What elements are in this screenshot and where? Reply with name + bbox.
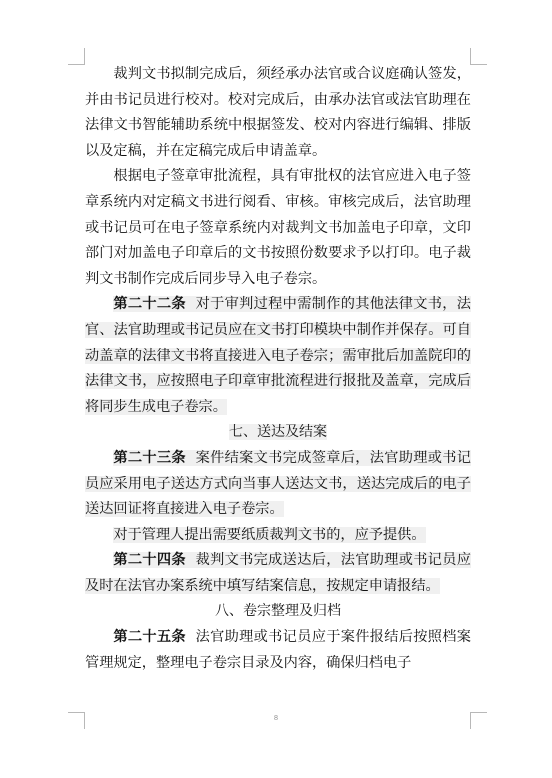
paragraph-1 [85,62,471,164]
article-number: 第二十四条 [113,552,186,569]
paragraph-text: 对于管理人提出需要纸质裁判文书的，应予提供。 [113,526,426,543]
section-heading-text: 八、卷宗整理及归档 [215,603,341,620]
article-24 [85,548,471,599]
section-heading-text: 七、送达及结案 [229,424,327,441]
page-number: 8 [273,714,279,722]
crop-mark-top-right [470,48,487,65]
section-heading-7 [85,420,471,446]
article-number: 第二十五条 [113,629,186,646]
paragraph-text: 根据电子签章审批流程，具有审批权的法官应进入电子签章系统内对定稿文书进行阅看、审核。审核完成后，法官助理或书记员可在电子签章系统内对裁判文书加盖电子印章，文印部门对加盖电子印章后的文书按照份数要求予以打印。电子裁判文书制作完成后同步导入电子卷宗。 [85,168,471,287]
article-text: 案件结案文书完成签章后，法官助理或书记员应采用电子送达方式向当事人送达文书，送达完成后的电子送达回证将直接进入电子卷宗。 [85,449,471,518]
article-25 [85,625,471,676]
article-number: 第二十三条 [113,449,186,466]
paragraph-text: 裁判文书拟制完成后，须经承办法官或合议庭确认签发，并由书记员进行校对。校对完成后，由承办法官或法官助理在法律文书智能辅助系统中根据签发、校对内容进行编辑、排版以及定稿，并在定稿完成后申请盖章。 [85,66,471,159]
paragraph-2 [85,164,471,292]
article-23 [85,446,471,523]
paragraph-paper-documents [85,523,471,549]
section-heading-8 [85,599,471,625]
document-body [85,62,471,676]
article-text: 对于审判过程中需制作的其他法律文书，法官、法官助理或书记员应在文书打印模块中制作并保存。可自动盖章的法律文书将直接进入电子卷宗；需审批后加盖院印的法律文书，应按照电子印章审批流程进行报批及盖章，完成后将同步生成电子卷宗。 [85,296,471,415]
article-text: 裁判文书完成送达后，法官助理或书记员应及时在法官办案系统中填写结案信息，按规定申请报结。 [85,552,471,594]
article-22 [85,292,471,420]
crop-mark-top-left [68,48,85,65]
article-number: 第二十二条 [113,296,186,313]
article-text: 法官助理或书记员应于案件报结后按照档案管理规定，整理电子卷宗目录及内容，确保归档电子 [85,629,471,671]
